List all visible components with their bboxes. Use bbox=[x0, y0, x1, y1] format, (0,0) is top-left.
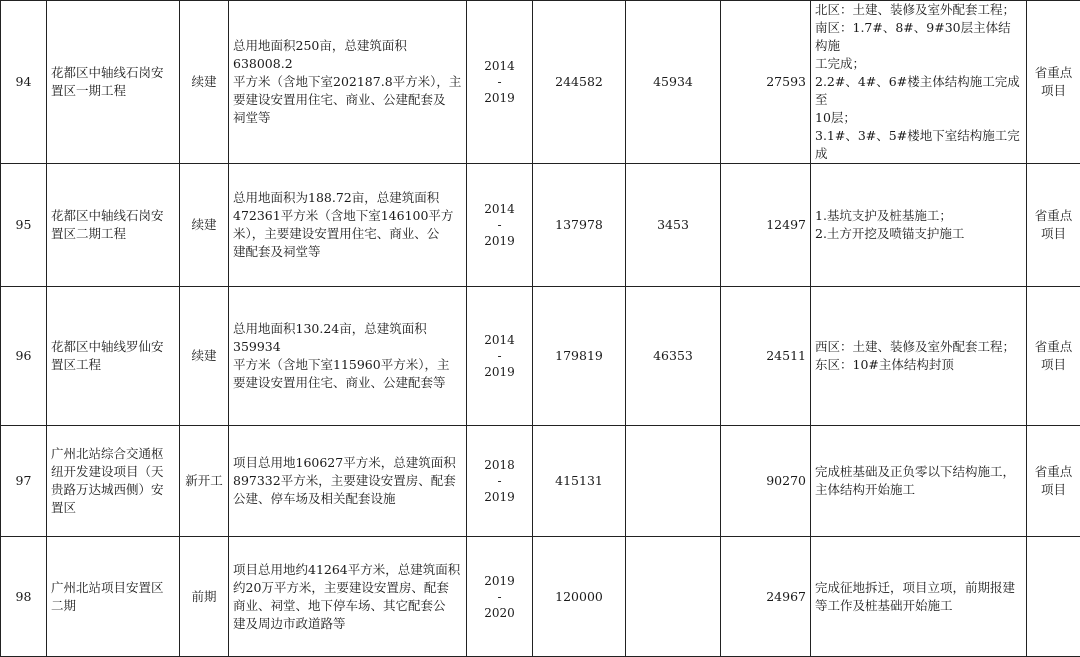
project-type: 续建 bbox=[180, 287, 229, 426]
project-note: 省重点项目 bbox=[1027, 164, 1080, 287]
progress-description: 北区：土建、装修及室外配套工程； 南区：1.7#、8#、9#30层主体结构施 工完成； 2.2#、4#、6#楼主体结构施工完成至 10层； 3.1#、3#、5#楼地下室结构施工完成 bbox=[811, 1, 1027, 164]
period-start: 2014 bbox=[484, 333, 515, 347]
row-number: 94 bbox=[1, 1, 47, 164]
project-type: 前期 bbox=[180, 537, 229, 657]
period-start: 2019 bbox=[484, 573, 515, 588]
period-dash: - bbox=[497, 589, 502, 604]
progress-description: 西区：土建、装修及室外配套工程； 东区：10#主体结构封顶 bbox=[811, 287, 1027, 426]
project-name: 花都区中轴线石岗安 置区一期工程 bbox=[47, 1, 180, 164]
total-investment: 179819 bbox=[533, 287, 626, 426]
progress-description: 1.基坑支护及桩基施工； 2.土方开挖及喷锚支护施工 bbox=[811, 164, 1027, 287]
table-row bbox=[1, 426, 1080, 537]
table-row bbox=[1, 1, 1080, 164]
total-investment: 244582 bbox=[533, 1, 626, 164]
project-content: 总用地面积为188.72亩，总建筑面积 472361平方米（含地下室146100平方 米），主要建设安置用住宅、商业、公 建配套及祠堂等 bbox=[229, 164, 467, 287]
period-end: 2019 bbox=[484, 490, 515, 504]
period-end: 2020 bbox=[484, 605, 515, 620]
table-row bbox=[1, 537, 1080, 657]
planned-investment: 27593 bbox=[721, 1, 811, 164]
period-dash: - bbox=[497, 474, 502, 488]
progress-description: 完成桩基础及正负零以下结构施工， 主体结构开始施工 bbox=[811, 426, 1027, 537]
completed-investment: 45934 bbox=[626, 1, 721, 164]
period-dash: - bbox=[497, 75, 502, 89]
period-dash: - bbox=[497, 349, 502, 363]
planned-investment: 24967 bbox=[721, 537, 811, 657]
row-number: 96 bbox=[1, 287, 47, 426]
project-content: 项目总用地约41264平方米，总建筑面积 约20万平方米，主要建设安置房、配套 商业、祠堂、地下停车场、其它配套公 建及周边市政道路等 bbox=[229, 537, 467, 657]
project-type: 续建 bbox=[180, 1, 229, 164]
project-content: 总用地面积250亩，总建筑面积638008.2 平方米（含地下室202187.8平方米），主 要建设安置用住宅、商业、公建配套及 祠堂等 bbox=[229, 1, 467, 164]
row-number: 97 bbox=[1, 426, 47, 537]
completed-investment bbox=[626, 426, 721, 537]
project-name: 花都区中轴线石岗安 置区二期工程 bbox=[47, 164, 180, 287]
period-start: 2014 bbox=[484, 59, 515, 73]
row-number: 98 bbox=[1, 537, 47, 657]
planned-investment: 24511 bbox=[721, 287, 811, 426]
project-content: 项目总用地160627平方米，总建筑面积 897332平方米，主要建设安置房、配套 公建、停车场及相关配套设施 bbox=[229, 426, 467, 537]
project-content: 总用地面积130.24亩，总建筑面积359934 平方米（含地下室115960平方米），主 要建设安置用住宅、商业、公建配套等 bbox=[229, 287, 467, 426]
period-end: 2019 bbox=[484, 91, 515, 105]
row-number: 95 bbox=[1, 164, 47, 287]
completed-investment: 46353 bbox=[626, 287, 721, 426]
table-row bbox=[1, 164, 1080, 287]
project-period bbox=[467, 164, 533, 287]
table-row bbox=[1, 287, 1080, 426]
total-investment: 415131 bbox=[533, 426, 626, 537]
project-type: 新开工 bbox=[180, 426, 229, 537]
period-end: 2019 bbox=[484, 365, 515, 379]
planned-investment: 90270 bbox=[721, 426, 811, 537]
total-investment: 120000 bbox=[533, 537, 626, 657]
project-period bbox=[467, 287, 533, 426]
project-period bbox=[467, 1, 533, 164]
project-note: 省重点项目 bbox=[1027, 1, 1080, 164]
project-type: 续建 bbox=[180, 164, 229, 287]
project-period bbox=[467, 426, 533, 537]
period-start: 2018 bbox=[484, 458, 515, 472]
project-name: 广州北站综合交通枢 纽开发建设项目（天 贵路万达城西侧）安 置区 bbox=[47, 426, 180, 537]
project-note: 省重点项目 bbox=[1027, 426, 1080, 537]
completed-investment bbox=[626, 537, 721, 657]
period-start: 2014 bbox=[484, 202, 515, 216]
project-note bbox=[1027, 537, 1080, 657]
completed-investment: 3453 bbox=[626, 164, 721, 287]
planned-investment: 12497 bbox=[721, 164, 811, 287]
project-name: 花都区中轴线罗仙安 置区工程 bbox=[47, 287, 180, 426]
progress-description: 完成征地拆迁，项目立项，前期报建 等工作及桩基础开始施工 bbox=[811, 537, 1027, 657]
total-investment: 137978 bbox=[533, 164, 626, 287]
period-end: 2019 bbox=[484, 234, 515, 248]
project-period bbox=[467, 537, 533, 657]
project-note: 省重点项目 bbox=[1027, 287, 1080, 426]
period-dash: - bbox=[497, 218, 502, 232]
project-name: 广州北站项目安置区 二期 bbox=[47, 537, 180, 657]
